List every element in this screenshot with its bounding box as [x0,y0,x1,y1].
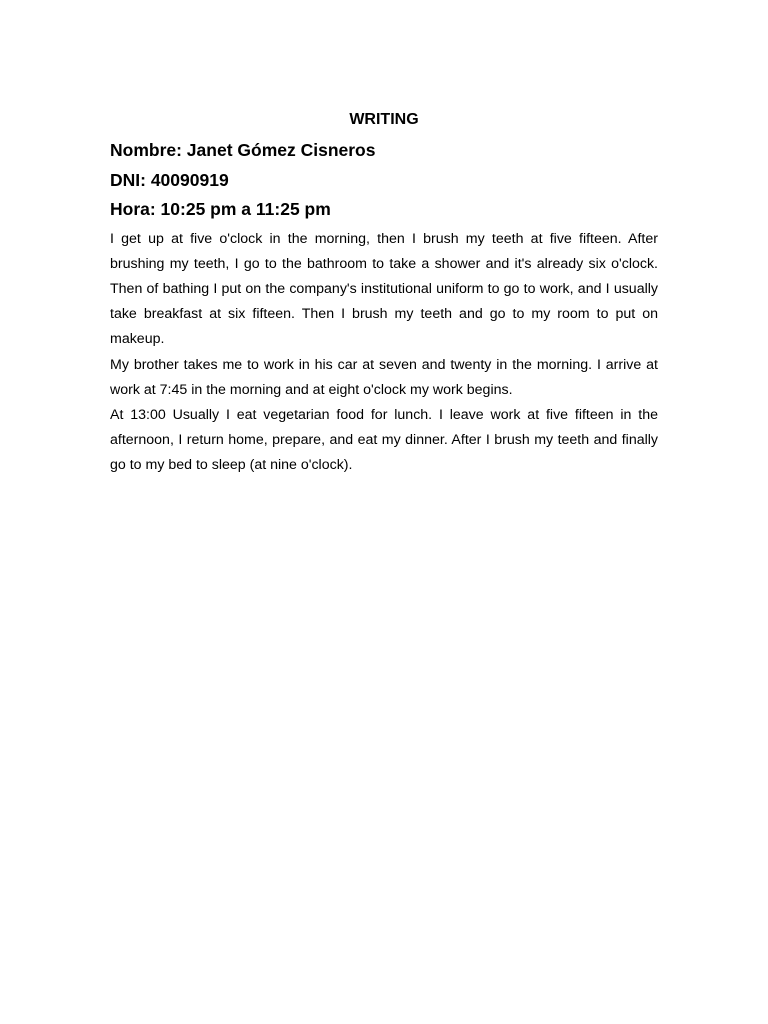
paragraph-commute: My brother takes me to work in his car at seven and twenty in the morning. I arrive at work at 7:45 in the morning and at eight o'clock my work begins. [110,356,658,398]
paragraph-afternoon-evening: At 13:00 Usually I eat vegetarian food for lunch. I leave work at five fifteen in the afternoon, I return home, prepare, and eat my dinner. After I brush my teeth and finally go to my bed to sleep (at nine o'clock). [110,406,658,474]
document-title: WRITING [349,111,419,128]
document-content [110,108,658,479]
paragraph-morning-routine: I get up at five o'clock in the morning, then I brush my teeth at five fifteen. After brushing my teeth, I go to the bathroom to take a shower and it's already six o'clock. Then of bathing I put on the company's institutional uniform to go to work, and I usually take breakfast at six fifteen. Then I brush my teeth and go to my room to put on makeup. [110,230,658,348]
dni-field: DNI: 40090919 [110,169,229,190]
time-field: Hora: 10:25 pm a 11:25 pm [110,199,331,219]
body-text [110,227,658,479]
name-field: Nombre: Janet Gómez Cisneros [110,140,376,160]
